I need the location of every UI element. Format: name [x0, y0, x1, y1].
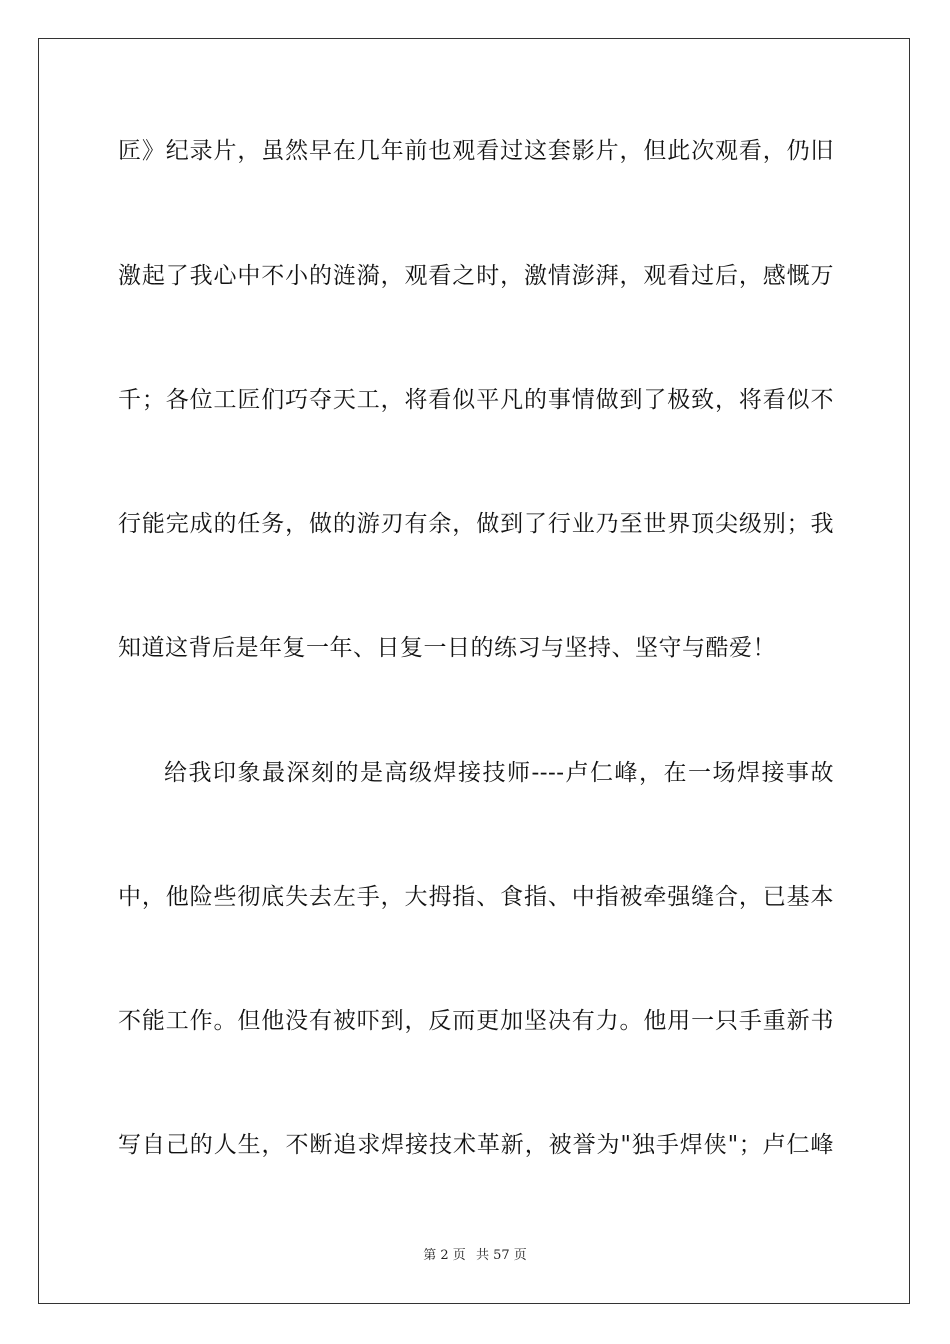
body-text-line: 行能完成的任务，做的游刃有余，做到了行业乃至世界顶尖级别；我	[118, 511, 834, 537]
body-text-line: 不能工作。但他没有被吓到，反而更加坚决有力。他用一只手重新书	[118, 1008, 834, 1034]
body-text-line: 写自己的人生，不断追求焊接技术革新，被誉为"独手焊侠"；卢仁峰	[118, 1132, 834, 1158]
body-text-line: 千；各位工匠们巧夺天工，将看似平凡的事情做到了极致，将看似不	[118, 387, 834, 413]
page-footer	[0, 1247, 950, 1265]
body-text-line: 激起了我心中不小的涟漪，观看之时，激情澎湃，观看过后，感慨万	[118, 263, 834, 289]
body-text-line: 中，他险些彻底失去左手，大拇指、食指、中指被牵强缝合，已基本	[118, 884, 834, 910]
total-pages: 共 57 页	[475, 1248, 527, 1263]
page-number: 第 2 页	[423, 1248, 466, 1263]
page-border	[38, 38, 910, 1304]
paragraph-first-line: 给我印象最深刻的是高级焊接技师----卢仁峰，在一场焊接事故	[164, 760, 834, 786]
body-text-line: 知道这背后是年复一年、日复一日的练习与坚持、坚守与酷爱！	[118, 635, 776, 661]
body-text-line: 匠》纪录片，虽然早在几年前也观看过这套影片，但此次观看，仍旧	[118, 138, 834, 164]
